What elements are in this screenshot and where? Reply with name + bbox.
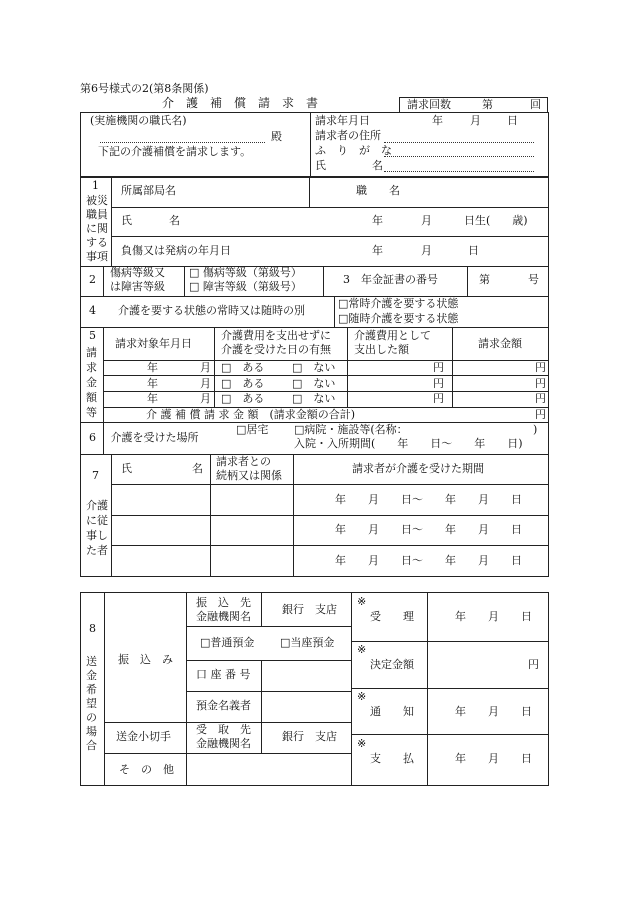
request-date-label: 請求年月日: [315, 114, 370, 127]
name-label-b: 名: [372, 159, 383, 172]
request-count-dai: 第: [482, 98, 493, 111]
care-status-label: 4 介護を要する状態の常時又は随時の別: [89, 304, 305, 317]
office-mark: ※: [357, 643, 367, 656]
office-mark: ※: [357, 737, 367, 750]
furigana-label: ふ り が な: [315, 144, 392, 157]
request-day: 日: [507, 114, 518, 127]
sec1-number: 1: [92, 179, 99, 192]
savings-checkbox[interactable]: □普通預金: [200, 636, 255, 649]
claim-yen: 円: [535, 392, 546, 405]
tsuchi-date: 年 月 日: [455, 705, 532, 718]
expense-yen: 円: [433, 392, 444, 405]
sec2-label-1: 傷病等級又: [110, 266, 165, 279]
furigana-field[interactable]: [384, 156, 534, 157]
name-field[interactable]: [384, 171, 534, 172]
col-expense-1: 介護費用として: [354, 329, 431, 342]
juri-label: 受 理: [370, 610, 414, 623]
row-month: 月: [200, 392, 211, 405]
aru-checkbox[interactable]: □ ある: [221, 392, 265, 405]
col-no-expense-1: 介護費用を支出せずに: [221, 329, 331, 342]
position-label: 職 名: [356, 184, 400, 197]
juri-date: 年 月 日: [455, 610, 532, 623]
tsuchi-label: 通 知: [370, 705, 414, 718]
injury-month: 月: [421, 244, 432, 257]
request-count-kai: 回: [530, 98, 541, 111]
row-year: 年: [147, 361, 158, 374]
name-label-a: 氏: [315, 159, 326, 172]
account-number-label: 口 座 番 号: [196, 668, 251, 681]
row-month: 月: [200, 377, 211, 390]
caregiver-name-label-a: 氏: [121, 462, 132, 475]
furikomi-label: 振 込 み: [118, 653, 173, 666]
dept-label: 所属部局名: [121, 184, 176, 197]
sec7-number: 7: [92, 469, 99, 482]
bank-label-1: 振 込 先: [196, 596, 251, 609]
victim-name-label-b: 名: [169, 214, 180, 227]
col-claim-amount: 請求金額: [478, 337, 522, 350]
receiving-branch-label: 銀行 支店: [282, 730, 337, 743]
address-field[interactable]: [384, 142, 534, 143]
total-claim-yen: 円: [535, 408, 546, 421]
constant-care-checkbox[interactable]: □常時介護を要する状態: [338, 297, 459, 310]
care-period-row: 年 月 日～ 年 月 日: [335, 554, 522, 567]
hospital-close-paren: ): [533, 423, 538, 436]
care-period-row: 年 月 日～ 年 月 日: [335, 493, 522, 506]
col-no-expense-2: 介護を受けた日の有無: [221, 343, 331, 356]
request-year: 年: [432, 114, 443, 127]
injury-year: 年: [372, 244, 383, 257]
relationship-label-1: 請求者との: [216, 455, 271, 468]
shiharai-label: 支 払: [370, 752, 414, 765]
sec2-label-2: は障害等級: [110, 280, 165, 293]
dono-label: 殿: [271, 130, 282, 143]
sec8-number: 8: [89, 622, 96, 635]
injury-day: 日: [468, 244, 479, 257]
pension-cert-dai: 第: [479, 273, 490, 286]
col-target-date: 請求対象年月日: [115, 337, 192, 350]
office-mark: ※: [357, 595, 367, 608]
org-official-label: (実施機関の職氏名): [90, 114, 187, 127]
injury-grade-checkbox[interactable]: □ 傷病等級（第級号）: [189, 266, 302, 279]
address-label: 請求者の住所: [315, 129, 381, 142]
care-period-row: 年 月 日～ 年 月 日: [335, 523, 522, 536]
sec2-number: 2: [89, 273, 96, 286]
pension-cert-go: 号: [528, 273, 539, 286]
receiving-bank-label-2: 金融機関名: [196, 737, 251, 750]
claim-yen: 円: [535, 361, 546, 374]
form-title: 介 護 補 償 請 求 書: [162, 96, 319, 110]
sec5-label: 請求金額等: [86, 346, 97, 419]
occasional-care-checkbox[interactable]: □随時介護を要する状態: [338, 312, 459, 325]
nai-checkbox[interactable]: □ ない: [292, 392, 336, 405]
remittance-check-label: 送金小切手: [116, 730, 171, 743]
other-label: そ の 他: [119, 763, 174, 776]
request-statement: 下記の介護補償を請求します。: [98, 145, 252, 158]
row-year: 年: [147, 377, 158, 390]
request-month: 月: [470, 114, 481, 127]
sec5-number: 5: [89, 329, 96, 342]
addressee-line[interactable]: [100, 142, 265, 143]
pension-cert-label: 3 年金証書の番号: [343, 273, 438, 286]
office-mark: ※: [357, 690, 367, 703]
claim-yen: 円: [535, 377, 546, 390]
aru-checkbox[interactable]: □ ある: [221, 361, 265, 374]
home-checkbox[interactable]: □居宅: [236, 423, 269, 436]
injury-date-label: 負傷又は発病の年月日: [121, 244, 231, 257]
care-period-label: 請求者が介護を受けた期間: [352, 462, 484, 475]
expense-yen: 円: [433, 377, 444, 390]
nai-checkbox[interactable]: □ ない: [292, 377, 336, 390]
birth-month: 月: [421, 214, 432, 227]
col-expense-2: 支出した額: [354, 343, 409, 356]
caregiver-name-label-b: 名: [192, 462, 203, 475]
shiharai-date: 年 月 日: [455, 752, 532, 765]
sec1-label: 被災職員に関する事項: [86, 194, 108, 263]
birth-year: 年: [372, 214, 383, 227]
account-holder-label: 預金名義者: [196, 699, 251, 712]
birth-suffix: 日生( 歳): [464, 214, 528, 227]
aru-checkbox[interactable]: □ ある: [221, 377, 265, 390]
sec7-label: 介護に従事した者: [86, 499, 108, 557]
care-place-label: 6 介護を受けた場所: [89, 431, 199, 444]
hospital-checkbox[interactable]: □病院・施設等(名称：: [294, 423, 408, 436]
nai-checkbox[interactable]: □ ない: [292, 361, 336, 374]
receiving-bank-label-1: 受 取 先: [196, 723, 251, 736]
disability-grade-checkbox[interactable]: □ 障害等級（第級号）: [189, 280, 302, 293]
total-claim-label: 介 護 補 償 請 求 金 額 (請求金額の合計): [146, 408, 356, 421]
form-number: 第6号様式の2(第8条関係): [80, 82, 209, 95]
request-count-label: 請求回数: [407, 98, 451, 111]
victim-name-label-a: 氏: [121, 214, 132, 227]
bank-branch-label: 銀行 支店: [282, 603, 337, 616]
kettei-yen: 円: [528, 658, 539, 671]
admission-period: 入院・入所期間( 年 日～ 年 日): [294, 437, 523, 450]
kettei-label: 決定金額: [370, 658, 414, 671]
row-month: 月: [200, 361, 211, 374]
relationship-label-2: 続柄又は関係: [216, 469, 282, 482]
checking-checkbox[interactable]: □当座預金: [280, 636, 335, 649]
row-year: 年: [147, 392, 158, 405]
expense-yen: 円: [433, 361, 444, 374]
sec8-label: 送金希望の場合: [86, 655, 97, 752]
bank-label-2: 金融機関名: [196, 610, 251, 623]
